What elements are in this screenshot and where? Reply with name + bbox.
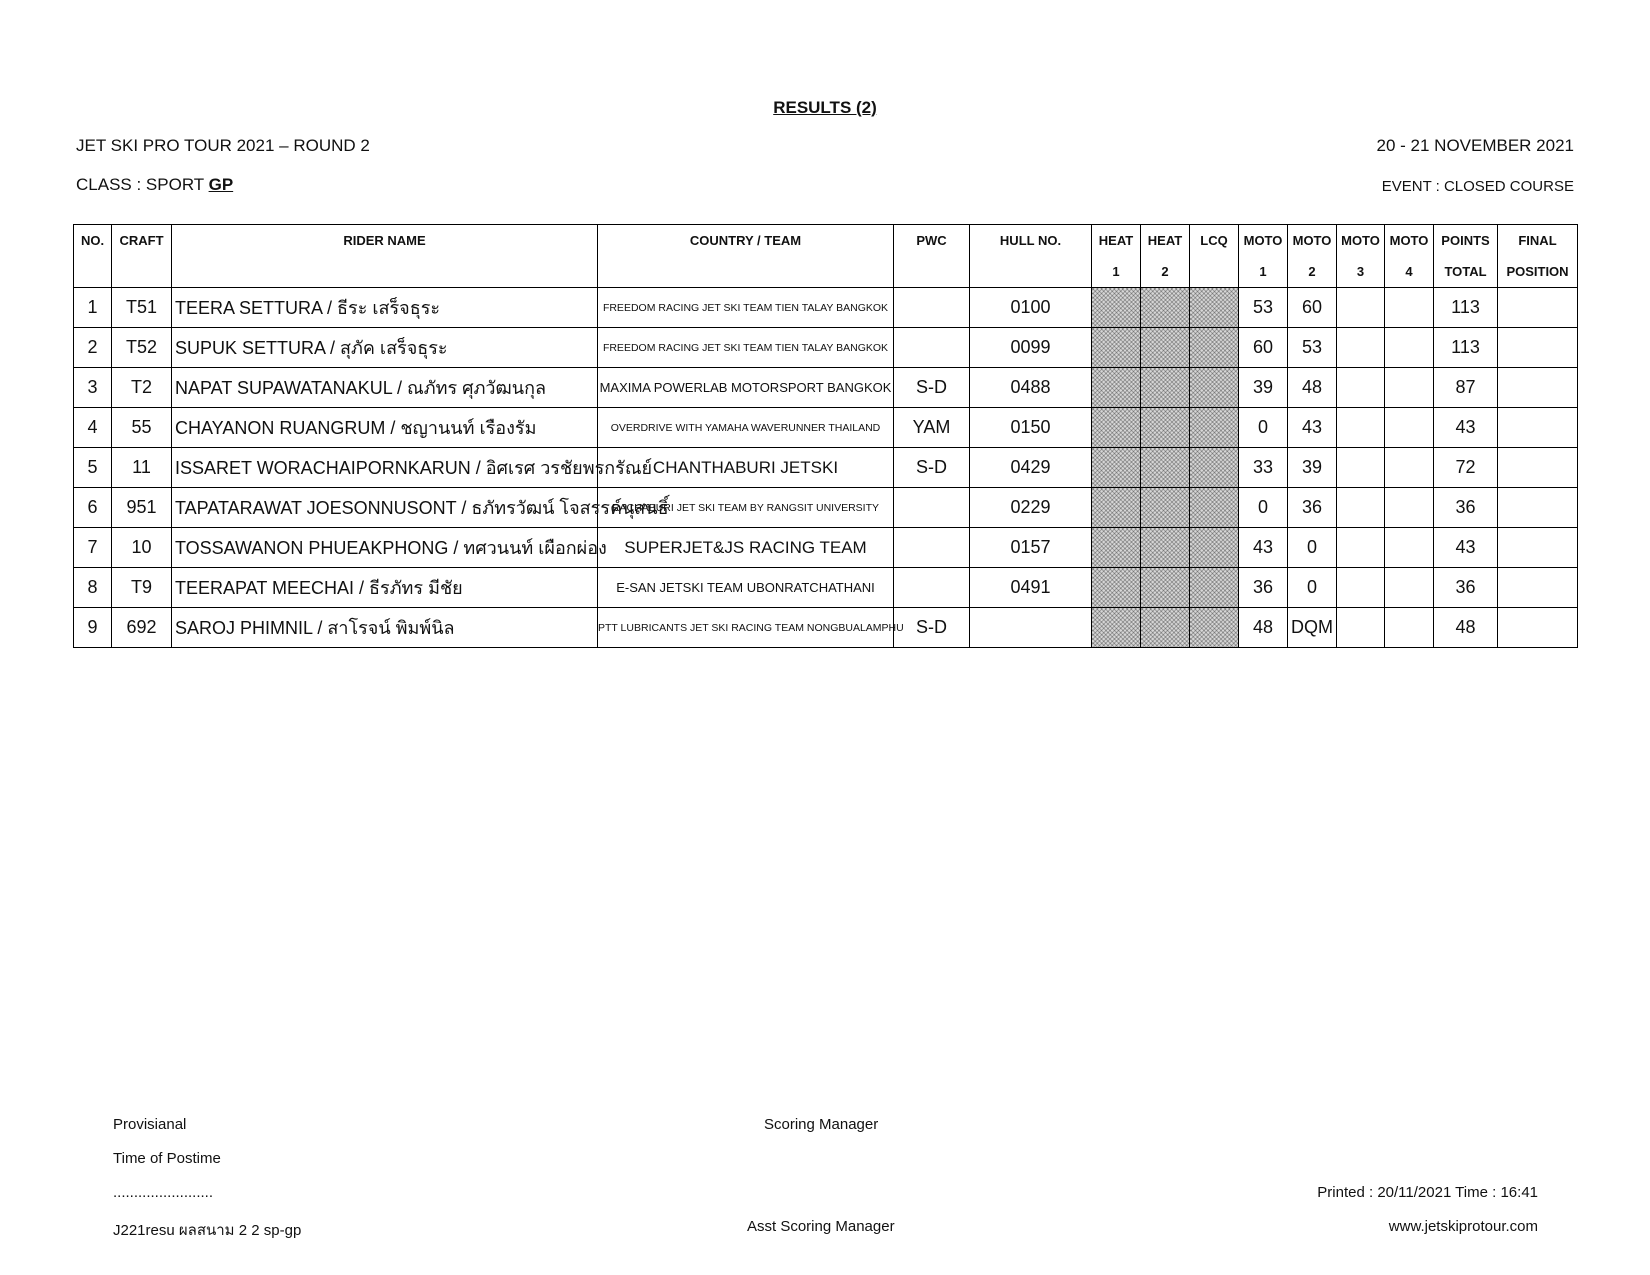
lcq-cell [1190, 608, 1239, 648]
final-position-cell [1498, 608, 1578, 648]
rider-name-cell: ISSARET WORACHAIPORNKARUN / อิศเรศ วรชัยพรกรัณย์ [172, 448, 598, 488]
moto1-cell: 0 [1239, 408, 1288, 448]
heat1-cell [1092, 528, 1141, 568]
header-cell: 1 [1092, 256, 1141, 288]
table-row [74, 368, 1578, 408]
position-number-cell: 5 [74, 448, 112, 488]
table-row [74, 528, 1578, 568]
event-dates: 20 - 21 NOVEMBER 2021 [1376, 136, 1574, 155]
team-cell: FREEDOM RACING JET SKI TEAM TIEN TALAY BANGKOK [598, 288, 894, 328]
moto3-cell [1337, 368, 1385, 408]
position-number-cell: 9 [74, 608, 112, 648]
moto1-cell: 0 [1239, 488, 1288, 528]
header-cell [74, 256, 112, 288]
points-total-cell: 43 [1434, 408, 1498, 448]
craft-cell: T52 [112, 328, 172, 368]
header-cell: COUNTRY / TEAM [598, 225, 894, 257]
signature-dots: ........................ [113, 1184, 214, 1201]
craft-cell: T2 [112, 368, 172, 408]
lcq-cell [1190, 448, 1239, 488]
final-position-cell [1498, 448, 1578, 488]
moto3-cell [1337, 568, 1385, 608]
heat2-cell [1141, 528, 1190, 568]
team-cell: RACHABURI JET SKI TEAM BY RANGSIT UNIVERSITY [598, 488, 894, 528]
time-of-postime-label: Time of Postime [113, 1150, 221, 1167]
table-row [74, 408, 1578, 448]
hull-number-cell: 0429 [970, 448, 1092, 488]
heat2-cell [1141, 408, 1190, 448]
points-total-cell: 36 [1434, 488, 1498, 528]
heat2-cell [1141, 288, 1190, 328]
team-cell: CHANTHABURI JETSKI [598, 448, 894, 488]
points-total-cell: 72 [1434, 448, 1498, 488]
moto3-cell [1337, 488, 1385, 528]
header-cell: 3 [1337, 256, 1385, 288]
header-cell: 2 [1288, 256, 1337, 288]
header-cell: 1 [1239, 256, 1288, 288]
moto4-cell [1385, 448, 1434, 488]
moto2-cell: DQM [1288, 608, 1337, 648]
table-header [74, 225, 1578, 288]
craft-cell: 10 [112, 528, 172, 568]
team-cell: E-SAN JETSKI TEAM UBONRATCHATHANI [598, 568, 894, 608]
position-number-cell: 6 [74, 488, 112, 528]
moto4-cell [1385, 528, 1434, 568]
header-cell: MOTO [1385, 225, 1434, 257]
heat1-cell [1092, 608, 1141, 648]
rider-name-cell: SUPUK SETTURA / สุภัค เสร็จธุระ [172, 328, 598, 368]
pwc-cell: S-D [894, 448, 970, 488]
pwc-cell: YAM [894, 408, 970, 448]
printed-timestamp: Printed : 20/11/2021 Time : 16:41 [1317, 1184, 1538, 1201]
moto2-cell: 43 [1288, 408, 1337, 448]
lcq-cell [1190, 568, 1239, 608]
heat1-cell [1092, 368, 1141, 408]
moto1-cell: 53 [1239, 288, 1288, 328]
header-cell [598, 256, 894, 288]
table-row [74, 328, 1578, 368]
hull-number-cell: 0157 [970, 528, 1092, 568]
header-cell: 2 [1141, 256, 1190, 288]
hull-number-cell: 0229 [970, 488, 1092, 528]
header-cell: HEAT [1092, 225, 1141, 257]
points-total-cell: 36 [1434, 568, 1498, 608]
header-cell: RIDER NAME [172, 225, 598, 257]
heat1-cell [1092, 568, 1141, 608]
final-position-cell [1498, 528, 1578, 568]
team-cell: FREEDOM RACING JET SKI TEAM TIEN TALAY BANGKOK [598, 328, 894, 368]
hull-number-cell: 0150 [970, 408, 1092, 448]
lcq-cell [1190, 288, 1239, 328]
website-link[interactable]: www.jetskiprotour.com [1388, 1218, 1538, 1235]
final-position-cell [1498, 368, 1578, 408]
header-cell: NO. [74, 225, 112, 257]
heat1-cell [1092, 328, 1141, 368]
points-total-cell: 43 [1434, 528, 1498, 568]
event-name: JET SKI PRO TOUR 2021 – ROUND 2 [76, 136, 370, 155]
pwc-cell [894, 288, 970, 328]
hull-number-cell: 0100 [970, 288, 1092, 328]
event-type: EVENT : CLOSED COURSE [1381, 178, 1574, 195]
header-cell: MOTO [1337, 225, 1385, 257]
header-cell: HULL NO. [970, 225, 1092, 257]
moto2-cell: 0 [1288, 568, 1337, 608]
header-cell: LCQ [1190, 225, 1239, 257]
moto1-cell: 33 [1239, 448, 1288, 488]
header-cell [1190, 256, 1239, 288]
rider-name-cell: TEERAPAT MEECHAI / ธีรภัทร มีชัย [172, 568, 598, 608]
final-position-cell [1498, 328, 1578, 368]
points-total-cell: 87 [1434, 368, 1498, 408]
header-cell: POINTS [1434, 225, 1498, 257]
hull-number-cell: 0488 [970, 368, 1092, 408]
moto4-cell [1385, 568, 1434, 608]
moto2-cell: 53 [1288, 328, 1337, 368]
header-cell: PWC [894, 225, 970, 257]
moto3-cell [1337, 528, 1385, 568]
rider-name-cell: SAROJ PHIMNIL / สาโรจน์ พิมพ์นิล [172, 608, 598, 648]
rider-name-cell: TOSSAWANON PHUEAKPHONG / ทศวนนท์ เผือกผ่อง [172, 528, 598, 568]
provisional-label: Provisianal [113, 1116, 187, 1133]
lcq-cell [1190, 528, 1239, 568]
points-total-cell: 113 [1434, 328, 1498, 368]
heat1-cell [1092, 288, 1141, 328]
class-line [76, 175, 233, 195]
final-position-cell [1498, 288, 1578, 328]
team-cell: SUPERJET&JS RACING TEAM [598, 528, 894, 568]
position-number-cell: 8 [74, 568, 112, 608]
final-position-cell [1498, 488, 1578, 528]
rider-name-cell: TAPATARAWAT JOESONNUSONT / ธภัทรวัฒน์ โจสรรค์นุสนธิ์ [172, 488, 598, 528]
asst-scoring-manager-label: Asst Scoring Manager [747, 1218, 895, 1235]
heat1-cell [1092, 448, 1141, 488]
moto2-cell: 39 [1288, 448, 1337, 488]
moto1-cell: 48 [1239, 608, 1288, 648]
pwc-cell: S-D [894, 608, 970, 648]
table-row [74, 448, 1578, 488]
moto1-cell: 60 [1239, 328, 1288, 368]
lcq-cell [1190, 328, 1239, 368]
lcq-cell [1190, 488, 1239, 528]
header-cell [970, 256, 1092, 288]
craft-cell: 951 [112, 488, 172, 528]
moto4-cell [1385, 328, 1434, 368]
table-row [74, 568, 1578, 608]
moto4-cell [1385, 608, 1434, 648]
team-cell: PTT LUBRICANTS JET SKI RACING TEAM NONGBUALAMPHU [598, 608, 894, 648]
header-cell: FINAL [1498, 225, 1578, 257]
header-cell: MOTO [1288, 225, 1337, 257]
moto3-cell [1337, 328, 1385, 368]
heat2-cell [1141, 448, 1190, 488]
scoring-manager-label: Scoring Manager [764, 1116, 879, 1133]
table-row [74, 488, 1578, 528]
header-cell [172, 256, 598, 288]
lcq-cell [1190, 408, 1239, 448]
header-cell [894, 256, 970, 288]
pwc-cell [894, 488, 970, 528]
craft-cell: 11 [112, 448, 172, 488]
pwc-cell [894, 528, 970, 568]
hull-number-cell: 0491 [970, 568, 1092, 608]
final-position-cell [1498, 568, 1578, 608]
heat2-cell [1141, 368, 1190, 408]
team-cell: MAXIMA POWERLAB MOTORSPORT BANGKOK [598, 368, 894, 408]
heat2-cell [1141, 568, 1190, 608]
class-value: GP [208, 175, 234, 194]
class-label: CLASS : SPORT [76, 175, 209, 194]
moto3-cell [1337, 408, 1385, 448]
moto2-cell: 0 [1288, 528, 1337, 568]
moto4-cell [1385, 408, 1434, 448]
header-cell [112, 256, 172, 288]
header-cell: TOTAL [1434, 256, 1498, 288]
pwc-cell [894, 568, 970, 608]
rider-name-cell: CHAYANON RUANGRUM / ชญานนท์ เรืองรัม [172, 408, 598, 448]
hull-number-cell: 0099 [970, 328, 1092, 368]
hull-number-cell [970, 608, 1092, 648]
position-number-cell: 7 [74, 528, 112, 568]
team-cell: OVERDRIVE WITH YAMAHA WAVERUNNER THAILAND [598, 408, 894, 448]
rider-name-cell: NAPAT SUPAWATANAKUL / ณภัทร ศุภวัฒนกุล [172, 368, 598, 408]
heat1-cell [1092, 488, 1141, 528]
final-position-cell [1498, 408, 1578, 448]
heat2-cell [1141, 328, 1190, 368]
points-total-cell: 113 [1434, 288, 1498, 328]
position-number-cell: 4 [74, 408, 112, 448]
table-row [74, 608, 1578, 648]
moto1-cell: 36 [1239, 568, 1288, 608]
points-total-cell: 48 [1434, 608, 1498, 648]
pwc-cell [894, 328, 970, 368]
moto1-cell: 39 [1239, 368, 1288, 408]
position-number-cell: 2 [74, 328, 112, 368]
table-row [74, 288, 1578, 328]
craft-cell: T51 [112, 288, 172, 328]
moto1-cell: 43 [1239, 528, 1288, 568]
heat2-cell [1141, 608, 1190, 648]
position-number-cell: 1 [74, 288, 112, 328]
lcq-cell [1190, 368, 1239, 408]
moto3-cell [1337, 608, 1385, 648]
craft-cell: 55 [112, 408, 172, 448]
moto2-cell: 60 [1288, 288, 1337, 328]
header-cell: 4 [1385, 256, 1434, 288]
moto2-cell: 48 [1288, 368, 1337, 408]
moto4-cell [1385, 488, 1434, 528]
craft-cell: T9 [112, 568, 172, 608]
moto3-cell [1337, 448, 1385, 488]
results-table [73, 224, 1578, 648]
position-number-cell: 3 [74, 368, 112, 408]
moto3-cell [1337, 288, 1385, 328]
heat1-cell [1092, 408, 1141, 448]
header-cell: MOTO [1239, 225, 1288, 257]
moto4-cell [1385, 288, 1434, 328]
craft-cell: 692 [112, 608, 172, 648]
header-cell: CRAFT [112, 225, 172, 257]
header-cell: POSITION [1498, 256, 1578, 288]
moto2-cell: 36 [1288, 488, 1337, 528]
heat2-cell [1141, 488, 1190, 528]
pwc-cell: S-D [894, 368, 970, 408]
page-title: RESULTS (2) [773, 98, 877, 117]
table-body [74, 288, 1578, 648]
header-cell: HEAT [1141, 225, 1190, 257]
moto4-cell [1385, 368, 1434, 408]
file-name: J221resu ผลสนาม 2 2 sp-gp [113, 1222, 302, 1239]
rider-name-cell: TEERA SETTURA / ธีระ เสร็จธุระ [172, 288, 598, 328]
